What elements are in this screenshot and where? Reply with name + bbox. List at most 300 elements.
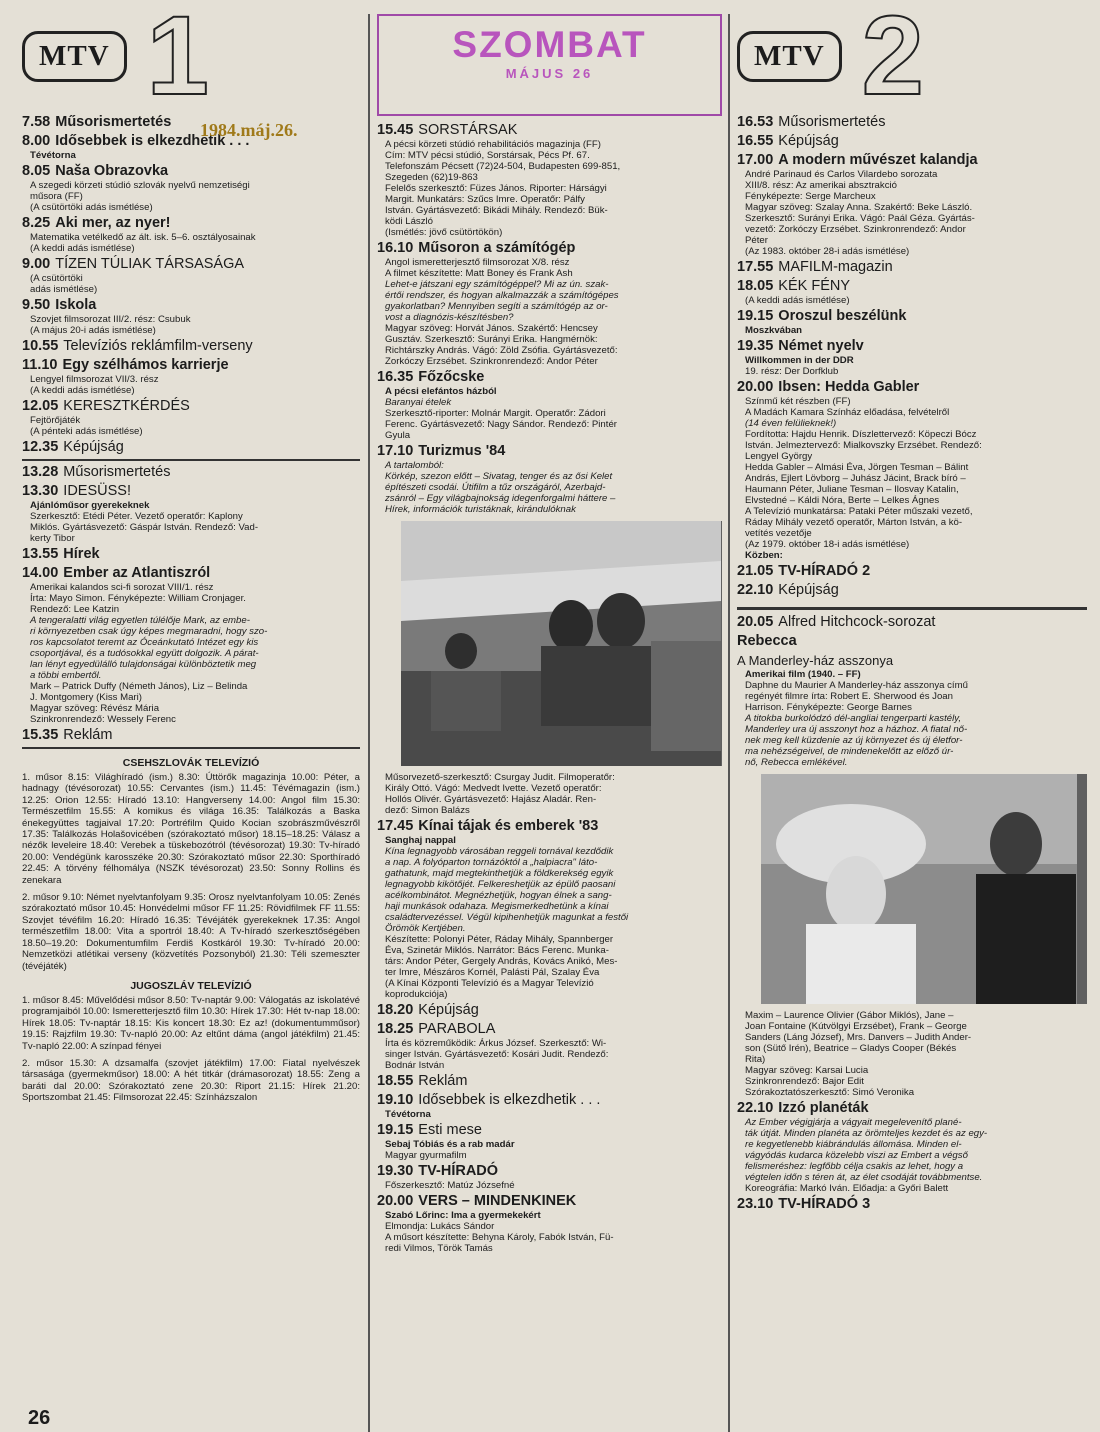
program-entry	[377, 443, 722, 515]
program-detail-line: Gyula	[385, 430, 411, 441]
program-title: A modern művészet kalandja	[778, 152, 978, 168]
program-title: Aki mer, az nyer!	[55, 215, 171, 231]
program-detail-line: Szegeden (62)19-863	[385, 172, 478, 183]
program-detail-line: ros kapcsolatot teremt az Óceánkutató Intézet egy kis	[30, 637, 259, 648]
program-detail-line: re kegyetlenebb kiábrándulás állomása. Minden el-	[745, 1139, 962, 1150]
program-time: 9.50	[22, 297, 51, 313]
program-entry	[377, 1092, 722, 1120]
program-detail-line: Körkép, szezon előtt – Sivatag, tenger és az ősi Kelet	[385, 471, 613, 482]
program-detail-line: Írta és közreműködik: Árkus József. Szerkesztő: Wi-	[385, 1038, 607, 1049]
program-detail-line: A titokba burkolódzó dél-angliai tengerparti kastély,	[745, 713, 961, 724]
program-title-row	[22, 439, 360, 456]
program-title-row	[737, 259, 1087, 276]
program-entry	[737, 379, 1087, 561]
program-entry	[377, 369, 722, 441]
program-detail-line: István. Gyártásvezető: Bikádi Mihály. Rendező: Bük-	[385, 205, 608, 216]
program-time: 8.25	[22, 215, 51, 231]
program-detail-line: Sebaj Tóbiás és a rab madár	[385, 1139, 515, 1150]
program-title-row	[377, 1122, 722, 1139]
program-detail-line: lan lényt egyedülálló tulajdonságai különböztetik meg	[30, 659, 257, 670]
program-detail-line: Szerkesztő-riporter: Molnár Margit. Operatőr: Zádori	[385, 408, 606, 419]
program-detail-line: Felelős szerkesztő: Füzes János. Riporter: Hárságyi	[385, 183, 607, 194]
program-detail-line: Szinkronrendező: Wessely Ferenc	[30, 714, 176, 725]
program-detail-line: Willkommen in der DDR	[745, 355, 854, 366]
program-detail-line: Írta: Mayo Simon. Fényképezte: William Cronjager.	[30, 593, 246, 604]
hitchcock-details	[737, 669, 1087, 768]
program-detail-line: A Televízió munkatársa: Pataki Péter műszaki vezető,	[745, 506, 973, 517]
program-title-row	[22, 357, 360, 374]
program-title: Műsorismertetés	[55, 114, 172, 130]
program-entry	[22, 357, 360, 396]
program-time: 11.10	[22, 357, 58, 373]
program-detail-line: Tévétorna	[385, 1109, 431, 1120]
program-detail-line: Telefonszám Pécsett (72)24-504, Budapesten 699-851,	[385, 161, 621, 172]
program-detail-line: koprodukciója)	[385, 989, 448, 1000]
program-detail-line: Moszkvában	[745, 325, 803, 336]
program-detail-line: Rendező: Lee Katzin	[30, 604, 120, 615]
program-detail-line: Készítette: Polonyi Péter, Ráday Mihály, Spannberger	[385, 934, 614, 945]
program-title-row	[22, 398, 360, 415]
yu-tv-program-2: 2. műsor 15.30: A dzsamalfa (szovjet játékfilm) 17.00: Fiatal nyelvészek társasága (gyermekműsor) 18.00: A hét titkár (drámasorozat) 18.55: Zeng a baráti dal 20.00: Szórakoztató zene 20.30: Riport 21.15: Hírek 21.20: Sportszombat 21.45: Filmsorozat 22.45: Színházszalon	[22, 1057, 360, 1104]
hitchcock-block	[737, 614, 1087, 768]
program-detail-line: építészeti csodái. Útifilm a tűz országáról, Azerbajd-	[385, 482, 606, 493]
program-time: 19.15	[737, 308, 774, 324]
program-entry	[737, 563, 1087, 580]
program-title: Idősebbek is elkezdhetik . . .	[55, 133, 250, 149]
program-title: TV-HÍRADÓ 3	[778, 1196, 871, 1212]
program-detail-line: vezető: Zorkóczy Erzsébet. Szinkronrendező: Andor	[745, 224, 966, 235]
program-detail-line: Amerikai kalandos sci-fi sorozat VIII/1. rész	[30, 582, 214, 593]
program-title-row	[377, 1092, 722, 1109]
program-title-row	[737, 582, 1087, 599]
program-time: 18.25	[377, 1021, 414, 1037]
program-detail-line: Rita)	[745, 1054, 766, 1065]
program-detail-line: (A keddi adás ismétlése)	[30, 385, 135, 396]
program-time: 20.00	[377, 1193, 414, 1209]
program-detail-line: (Ismétlés: jövő csütörtökön)	[385, 227, 503, 238]
program-time: 17.45	[377, 818, 414, 834]
program-title-row	[22, 114, 360, 131]
program-detail-line: Hedda Gabler – Almási Éva, Jörgen Tesman – Bálint	[745, 462, 969, 473]
program-entry	[737, 338, 1087, 377]
program-time: 15.35	[22, 727, 59, 743]
program-title-row	[22, 338, 360, 355]
program-title-row	[737, 379, 1087, 396]
program-detail-line: ma nehézségeivel, de mindenekelőtt az előző úr-	[745, 746, 954, 757]
program-time: 21.05	[737, 563, 774, 579]
program-title-row	[377, 1073, 722, 1090]
program-entry	[22, 565, 360, 725]
program-entry	[22, 483, 360, 544]
program-detail-line: Műsorvezető-szerkesztő: Csurgay Judit. Filmoperatőr:	[385, 772, 615, 783]
program-time: 17.55	[737, 259, 774, 275]
program-entry	[377, 1073, 722, 1090]
program-time: 7.58	[22, 114, 51, 130]
program-entry	[737, 152, 1087, 257]
program-title-row	[377, 1163, 722, 1180]
mtv1-logo-text: MTV	[22, 31, 127, 82]
section-rule	[22, 747, 360, 749]
program-detail-line: Szabó Lőrinc: Ima a gyermekekért	[385, 1210, 541, 1221]
program-time: 19.35	[737, 338, 774, 354]
foreign-programs	[22, 757, 360, 1104]
program-time: 19.10	[377, 1092, 414, 1108]
program-time: 9.00	[22, 256, 51, 272]
program-entry	[737, 1100, 1087, 1194]
program-detail-line: (A csütörtöki	[30, 273, 83, 284]
program-entry	[737, 133, 1087, 150]
program-title-row	[737, 1100, 1087, 1117]
program-title: TÍZEN TÚLIAK TÁRSASÁGA	[55, 256, 245, 272]
program-title-row	[377, 443, 722, 460]
program-detail-line: Tévétorna	[30, 150, 76, 161]
program-time: 13.28	[22, 464, 59, 480]
rebecca-photo	[761, 774, 1087, 1004]
program-detail-line: Szinkronrendező: Bajor Edit	[745, 1076, 864, 1087]
program-detail-line: társ: Andor Péter, Gergely András, Kovács Anikó, Mes-	[385, 956, 618, 967]
program-detail-line: gathatunk, majd megtekinthetjük a földkerekség egyik	[385, 868, 614, 879]
program-title-row	[377, 1002, 722, 1019]
program-entry	[377, 1021, 722, 1071]
hitchcock-title: Rebecca	[737, 633, 797, 649]
program-time: 17.00	[737, 152, 774, 168]
program-detail-line: (Az 1983. október 28-i adás ismétlése)	[745, 246, 910, 257]
program-detail-line: Szórakoztatószerkesztő: Simó Veronika	[745, 1087, 915, 1098]
program-title-row	[737, 563, 1087, 580]
program-time: 8.05	[22, 163, 51, 179]
program-detail-line: Király Ottó. Vágó: Medvedt Ivette. Vezető operatőr:	[385, 783, 602, 794]
program-title-row	[377, 1193, 722, 1210]
program-entry	[22, 439, 360, 456]
program-detail-line: Sanders (Láng József), Mrs. Danvers – Judith Ander-	[745, 1032, 972, 1043]
program-entry	[22, 114, 360, 131]
program-detail-line: nek meg kell küzdenie az új környezet és új életfor-	[745, 735, 963, 746]
market-scene-image	[401, 521, 721, 766]
program-detail-line: A pécsi körzeti stúdió rehabilitációs magazinja (FF)	[385, 139, 601, 150]
column-saturday	[377, 0, 722, 1432]
program-title-row	[377, 122, 722, 139]
program-detail-line: Kína legnagyobb városában reggeli tornával kezdődik	[385, 846, 614, 857]
program-time: 16.10	[377, 240, 414, 256]
program-detail-line: regényét filmre írta: Robert E. Sherwood és Joan	[745, 691, 953, 702]
program-detail-line: Színmű két részben (FF)	[745, 396, 851, 407]
program-title-row	[22, 483, 360, 500]
program-time: 20.00	[737, 379, 774, 395]
program-detail-line: Éva, Szinetár Miklós. Narrátor: Bács Ferenc. Munka-	[385, 945, 609, 956]
program-time: 8.00	[22, 133, 51, 149]
program-time: 22.10	[737, 1100, 774, 1116]
program-detail-line: Ajánlóműsor gyerekeknek	[30, 500, 150, 511]
program-detail-line: (Az 1979. október 18-i adás ismétlése)	[745, 539, 910, 550]
program-detail-line: dező: Simon Balázs	[385, 805, 470, 816]
program-detail-line: (A csütörtöki adás ismétlése)	[30, 202, 153, 213]
cz-tv-program-1: 1. műsor 8.15: Világhíradó (ism.) 8.30: Úttörők magazinja 10.00: Péter, a hadnagy (tévésorozat) 10.55: Cervantes (ism.) 11.45: Tévémagazin (ism.) 12.25: Orion 12.55: Híradó 13.10: Hangverseny 14.00: Angol film 15.30: Természetfilm 15.55: A komikus és világa 16.35: Találkozás a Baska énekegyüttes tagjaival 17.20: Portréfilm Quido Kocian szobrászművészről 17.35: Találkozás Holašovicében (szórakoztató műsor) 18.15–18.25: Válasz a nézők leveleire 18.40: Verebek a tüskebozótról (tévésorozat) 19.30: Tv-híradó 20.00: Vendégünk karosszéke 20.30: Szórakoztató műsor 22.30: Sporthíradó 22.45: A törvény félhomálya (NSZK tévésorozat) 23.50: Sonny Rollins és zenekara	[22, 772, 360, 886]
program-title-row	[377, 818, 722, 835]
program-title: Esti mese	[418, 1122, 482, 1138]
program-time: 13.30	[22, 483, 59, 499]
program-title: Német nyelv	[778, 338, 864, 354]
program-entry	[377, 818, 722, 1000]
program-title: Képújság	[63, 439, 124, 455]
program-time: 19.15	[377, 1122, 414, 1138]
program-title-row	[737, 338, 1087, 355]
program-detail-line: André Parinaud és Carlos Vilardebo sorozata	[745, 169, 938, 180]
program-title-row	[22, 297, 360, 314]
program-detail-line: Szerkesztő: Etédi Péter. Vezető operatőr: Kaplony	[30, 511, 243, 522]
program-detail-line: Ráday Mihály vezető operatőr, Márton István, a kö-	[745, 517, 963, 528]
program-detail-line: (A keddi adás ismétlése)	[745, 295, 850, 306]
program-detail-line: Manderley ura új asszonyt hoz a házhoz. A fiatal nő-	[745, 724, 968, 735]
program-title: Oroszul beszélünk	[778, 308, 907, 324]
channel-number-1: 1	[146, 0, 201, 118]
program-title-row	[22, 133, 360, 150]
program-entry	[22, 133, 360, 161]
program-detail-line: 19. rész: Der Dorfklub	[745, 366, 839, 377]
program-detail-line: végtelen időn s téren át, az élet csodáját továbbmentse.	[745, 1172, 983, 1183]
program-entry	[737, 1010, 1087, 1098]
mtv1-logo	[22, 0, 360, 118]
program-entry	[377, 1002, 722, 1019]
program-detail-line: Lehet-e játszani egy számítógéppel? Mi az ún. szak-	[385, 279, 609, 290]
program-detail-line: Fényképezte: Serge Marcheux	[745, 191, 876, 202]
program-detail-line: nő, Rebecca emlékével.	[745, 757, 848, 768]
program-entry	[737, 259, 1087, 276]
program-title-row	[22, 163, 360, 180]
program-detail-line: a többi embertől.	[30, 670, 102, 681]
program-detail-line: redi Vilmos, Török Tamás	[385, 1243, 493, 1254]
program-detail-line: A szegedi körzeti stúdió szlovák nyelvű nemzetiségi	[30, 180, 250, 191]
program-entry	[22, 398, 360, 437]
program-detail-line: Péter	[745, 235, 768, 246]
program-detail-line: Szerkesztő: Surányi Erika. Vágó: Paál Géza. Gyártás-	[745, 213, 975, 224]
program-detail-line: (A keddi adás ismétlése)	[30, 243, 135, 254]
program-detail-line: Magyar szöveg: Szalay Anna. Szakértő: Beke László.	[745, 202, 973, 213]
program-detail-line: A tengeralatti világ egyetlen túlélője Mark, az embe-	[30, 615, 250, 626]
program-title-row	[737, 114, 1087, 131]
mtv1-program-list	[22, 114, 360, 749]
program-entry	[22, 727, 360, 744]
program-title: Izzó planéták	[778, 1100, 869, 1116]
program-entry	[22, 546, 360, 563]
program-title-row	[737, 1196, 1087, 1213]
program-detail-line: Bodnár István	[385, 1060, 445, 1071]
program-entry	[737, 278, 1087, 306]
program-entry	[377, 122, 722, 238]
section-rule	[22, 459, 360, 461]
program-detail-line: Joan Fontaine (Kútvölgyi Erzsébet), Frank – George	[745, 1021, 967, 1032]
date-stamp: 1984.máj.26.	[200, 120, 298, 140]
program-detail-line: Magyar szöveg: Horvát János. Szakértő: Hencsey	[385, 323, 598, 334]
tourism-photo	[401, 521, 722, 766]
column-mtv2	[737, 0, 1087, 1432]
cz-tv-program-2: 2. műsor 9.10: Német nyelvtanfolyam 9.35: Orosz nyelvtanfolyam 10.05: Zenés szórakoztató műsor 10.45: Honvédelmi műsor FF 11.25: Rövidfilmek FF 11.55: Szovjet tévéfilm 16.20: Híradó 16.35: Tévéjáték gyerekeknek 17.35: Angol természetfilm 18.00: Vita a sportról 18.40: A Tv-híradó szerkesztőségében 18.50–19.20: Dokumentumfilm Ferdiš Kostkáról 19.30: Tv-híradó 20.00: Nemzetközi atlétikai verseny (közvetítés Pozsonyból) 21.30: Téli szemeszter (tévéjáték)	[22, 892, 360, 972]
program-detail-line: Angol ismeretterjesztő filmsorozat X/8. rész	[385, 257, 570, 268]
program-time: 16.53	[737, 114, 774, 130]
program-detail-line: csoportjával, és a tudósokkal együtt dolgozik. A párat-	[30, 648, 259, 659]
yu-tv-title: JUGOSZLÁV TELEVÍZIÓ	[130, 979, 252, 992]
program-title: Képújság	[418, 1002, 479, 1018]
program-entry	[737, 582, 1087, 599]
program-detail-line: Fejtörőjáték	[30, 415, 81, 426]
rebecca-film-still	[761, 774, 1077, 1004]
program-detail-line: felismeréshez: legfőbb célja csakis az lehet, hogy a	[745, 1161, 964, 1172]
program-detail-line: Koreográfia: Markó Iván. Előadja: a Győri Balett	[745, 1183, 949, 1194]
program-title-row	[22, 256, 360, 273]
program-title-row	[377, 369, 722, 386]
program-detail-line: A tartalomból:	[385, 460, 444, 471]
mtv2-program-list-2	[737, 1010, 1087, 1213]
program-detail-line: Szovjet filmsorozat III/2. rész: Csubuk	[30, 314, 191, 325]
program-detail-line: Margit. Munkatárs: Szűcs Imre. Operatőr: Pálfy	[385, 194, 585, 205]
program-title: Képújság	[778, 133, 839, 149]
program-detail-line: Miklós. Gyártásvezető: Gáspár István. Rendező: Vad-	[30, 522, 259, 533]
program-detail-line: A műsort készítette: Behyna Károly, Fabók István, Fü-	[385, 1232, 614, 1243]
program-title: SORSTÁRSAK	[418, 122, 518, 138]
program-detail-line: haji munkások odahaza. Megismerkedhetünk a kínai	[385, 901, 609, 912]
program-entry	[22, 464, 360, 481]
program-time: 13.55	[22, 546, 59, 562]
program-detail-line: vágyódás kudarca közelebb viszi az Embert a végső	[745, 1150, 968, 1161]
program-detail-line: Cím: MTV pécsi stúdió, Sorstársak, Pécs Pf. 67.	[385, 150, 590, 161]
program-time: 18.05	[737, 278, 774, 294]
program-detail-line: Daphne du Maurier A Manderley-ház asszonya című	[745, 680, 968, 691]
day-header	[377, 14, 722, 116]
program-detail-line: XIII/8. rész: Az amerikai absztrakció	[745, 180, 897, 191]
program-detail-line: Amerikai film (1940. – FF)	[745, 669, 861, 680]
program-detail-line: (14 éven felülieknek!)	[745, 418, 837, 429]
program-detail-line: acélkombinátot. Megnézhetjük, hogyan élnek a sang-	[385, 890, 612, 901]
program-entry	[22, 163, 360, 213]
program-detail-line: (A Kínai Központi Televízió és a Magyar Televízió	[385, 978, 594, 989]
program-detail-line: Magyar szöveg: Révész Mária	[30, 703, 160, 714]
program-detail-line: Lengyel György	[745, 451, 813, 462]
page-number: 26	[28, 1407, 51, 1429]
program-title-row	[737, 278, 1087, 295]
program-title-row	[22, 546, 360, 563]
program-time: 15.45	[377, 122, 414, 138]
program-time: 12.35	[22, 439, 59, 455]
program-title: VERS – MINDENKINEK	[418, 1193, 577, 1209]
program-detail-line: Főszerkesztő: Matúz Józsefné	[385, 1180, 515, 1191]
program-title: Ember az Atlantiszról	[63, 565, 211, 581]
saturday-program-list	[377, 122, 722, 515]
mtv2-program-list	[737, 114, 1087, 599]
program-title: Műsorismertetés	[778, 114, 886, 130]
program-detail-line: Hollós Olivér. Gyártásvezető: Hajász Aladár. Ren-	[385, 794, 597, 805]
program-time: 12.05	[22, 398, 59, 414]
program-detail-line: vetítés vezetője	[745, 528, 812, 539]
mtv2-logo-text: MTV	[737, 31, 842, 82]
program-detail-line: ter Imre, Mészáros Kornél, Palásti Pál, Szalay Éva	[385, 967, 600, 978]
program-detail-line: családtervezéssel. Végül kipihenhetjük magunkat a festői	[385, 912, 629, 923]
program-detail-line: ködi László	[385, 216, 433, 227]
program-title-row	[22, 565, 360, 582]
program-detail-line: legnagyobb kikötőjét. Felkereshetjük az épülő paosani	[385, 879, 616, 890]
program-title-row	[737, 152, 1087, 169]
program-title: Idősebbek is elkezdhetik . . .	[418, 1092, 601, 1108]
program-detail-line: A pécsi elefántos házból	[385, 386, 497, 397]
program-title: Turizmus '84	[418, 443, 506, 459]
program-detail-line: (A május 20-i adás ismétlése)	[30, 325, 156, 336]
day-title: SZOMBAT	[452, 24, 647, 65]
yu-tv-program-1: 1. műsor 8.45: Művelődési műsor 8.50: Tv-naptár 9.00: Válogatás az iskolatévé programjaiból 10.00: Ismeretterjesztő film 10.30: Hírek 17.30: Hét tv-nap 18.00: Hírek 18.05: Tv-naptár 18.15: Kis koncert 18.30: Ez az! (dokumentumműsor) 19.15: Rajzfilm 19.30: Tv-napló 20.00: Az eltűnt dáma (angol játékfilm) 21.45: Tv-napló 22.00: A színpad fényei	[22, 994, 360, 1052]
program-detail-line: Fordította: Hajdu Henrik. Díszlettervező: Köpeczi Bócz	[745, 429, 977, 440]
mtv2-logo	[737, 0, 1087, 118]
program-entry	[377, 1193, 722, 1254]
program-detail-line: Maxim – Laurence Olivier (Gábor Miklós), Jane –	[745, 1010, 954, 1021]
program-time: 19.30	[377, 1163, 414, 1179]
program-detail-line: (A pénteki adás ismétlése)	[30, 426, 143, 437]
program-detail-line: Harrison. Fényképezte: George Barnes	[745, 702, 912, 713]
hitchcock-subtitle: A Manderley-ház asszonya	[737, 653, 894, 668]
program-detail-line: Mark – Patrick Duffy (Németh János), Liz – Belinda	[30, 681, 248, 692]
program-detail-line: Magyar gyurmafilm	[385, 1150, 467, 1161]
program-detail-line: A Madách Kamara Színház előadása, felvételről	[745, 407, 950, 418]
program-detail-line: Gusztáv. Szerkesztő: Surányi Erika. Hangmérnök:	[385, 334, 598, 345]
program-title: KERESZTKÉRDÉS	[63, 398, 190, 414]
program-title-row	[22, 727, 360, 744]
program-detail-line: Elvstedné – Káldi Nóra, Berte – Lelkes Ágnes	[745, 495, 940, 506]
program-time: 23.10	[737, 1196, 774, 1212]
program-title-row	[377, 1021, 722, 1038]
program-title-row	[737, 133, 1087, 150]
program-detail-line: Elmondja: Lukács Sándor	[385, 1221, 495, 1232]
program-entry	[22, 256, 360, 295]
program-detail-line: Richtárszky András. Vágó: Zöld Zsófia. Gyártásvezető:	[385, 345, 618, 356]
program-title: PARABOLA	[418, 1021, 496, 1037]
program-time: 16.35	[377, 369, 414, 385]
program-title: Egy szélhámos karrierje	[62, 357, 229, 373]
program-entry	[737, 308, 1087, 336]
program-time: 17.10	[377, 443, 414, 459]
program-entry	[737, 1196, 1087, 1213]
program-detail-line: Örömök Kertjében.	[385, 923, 466, 934]
program-title: Hírek	[63, 546, 100, 562]
program-entry	[22, 297, 360, 336]
program-title: KÉK FÉNY	[778, 278, 851, 294]
program-time: 14.00	[22, 565, 59, 581]
program-entry	[22, 338, 360, 355]
column-mtv1	[22, 0, 360, 1432]
program-detail-line: J. Montgomery (Kiss Mari)	[30, 692, 142, 703]
program-detail-line: István. Jelmeztervező: Mialkovszky Erzsébet. Rendező:	[745, 440, 982, 451]
program-entry	[22, 215, 360, 254]
column-rule	[728, 14, 730, 1432]
program-title: IDESÜSS!	[63, 483, 131, 499]
program-detail-line: Ferenc. Gyártásvezető: Nagy Sándor. Rendező: Pintér	[385, 419, 617, 430]
program-title: Ibsen: Hedda Gabler	[778, 379, 920, 395]
program-title-row	[377, 240, 722, 257]
program-detail-line: ri környezetben csak úgy képes megmaradni, hogy szo-	[30, 626, 268, 637]
program-detail-line: gyakorlatban? Mennyiben segíti a számítógép az or-	[385, 301, 608, 312]
program-entry	[377, 772, 722, 816]
program-title: Reklám	[418, 1073, 468, 1089]
program-time: 18.55	[377, 1073, 414, 1089]
section-rule	[737, 607, 1087, 610]
program-detail-line: adás ismétlése)	[30, 284, 98, 295]
program-detail-line: zsánról – Egy világbajnokság idegenforgalmi háttere –	[385, 493, 616, 504]
program-title: Képújság	[778, 582, 839, 598]
program-detail-line: Magyar szöveg: Karsai Lucia	[745, 1065, 869, 1076]
program-detail-line: singer István. Gyártásvezető: Kosári Judit. Rendező:	[385, 1049, 609, 1060]
program-title: Naša Obrazovka	[55, 163, 169, 179]
program-detail-line: Lengyel filmsorozat VII/3. rész	[30, 374, 159, 385]
column-rule	[368, 14, 370, 1432]
program-time: 18.20	[377, 1002, 414, 1018]
program-detail-line: ták útját. Minden planéta az örömteljes kezdet és az egy-	[745, 1128, 988, 1139]
program-detail-line: Zorkóczy Erzsébet. Szinkronrendező: Andor Péter	[385, 356, 598, 367]
program-title: TV-HÍRADÓ	[418, 1163, 499, 1179]
